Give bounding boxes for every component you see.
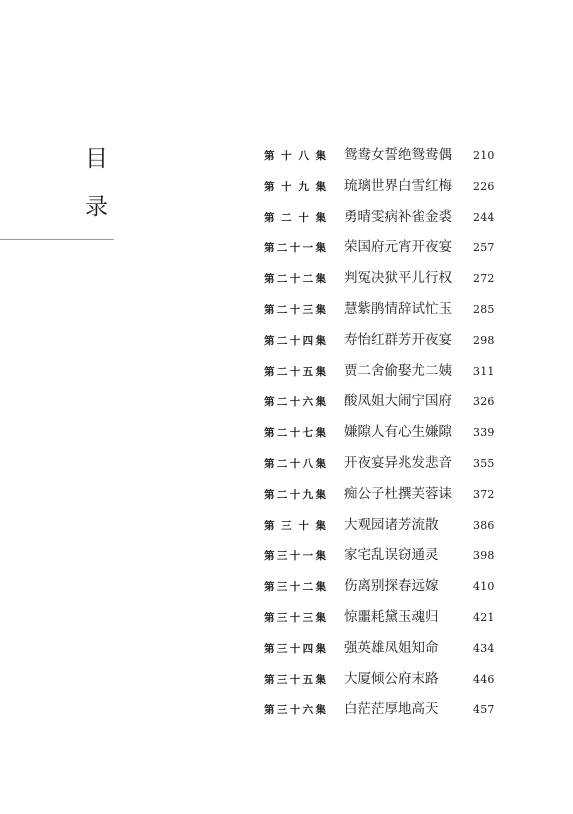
chapter-title: 嫌隙人有心生嫌隙: [344, 424, 452, 441]
chapter-label: 第 三 十 二 集: [264, 581, 326, 594]
toc-entry[interactable]: [264, 484, 504, 515]
toc-entry[interactable]: [264, 453, 504, 484]
chapter-title: 开夜宴异兆发悲音: [344, 454, 452, 471]
page-number: 398: [473, 549, 495, 563]
page-number: 226: [473, 179, 495, 193]
chapter-title: 大厦倾公府末路: [344, 670, 439, 687]
toc-entry[interactable]: [264, 299, 504, 330]
page-number: 339: [473, 426, 495, 440]
page-number: 372: [473, 487, 495, 501]
toc-entry[interactable]: [264, 176, 504, 207]
toc-entry[interactable]: [264, 669, 504, 700]
chapter-label: 第 十 九 集: [264, 180, 326, 193]
toc-entry[interactable]: [264, 268, 504, 299]
toc-heading: [85, 148, 125, 219]
chapter-title: 寿怡红群芳开夜宴: [344, 331, 452, 348]
toc-entry[interactable]: [264, 545, 504, 576]
chapter-title: 家宅乱误窃通灵: [344, 547, 439, 564]
chapter-label: 第 二 十 一 集: [264, 242, 326, 255]
toc-entry[interactable]: [264, 361, 504, 392]
chapter-title: 强英雄凤姐知命: [344, 639, 439, 656]
chapter-label: 第 二 十 七 集: [264, 427, 326, 440]
chapter-label: 第 二 十 九 集: [264, 488, 326, 501]
toc-entry[interactable]: [264, 699, 504, 730]
chapter-title: 酸凤姐大闹宁国府: [344, 393, 452, 410]
toc-entry[interactable]: [264, 422, 504, 453]
chapter-title: 勇晴雯病补雀金裘: [344, 208, 452, 225]
chapter-label: 第 三 十 集: [264, 519, 326, 532]
chapter-title: 大观园诸芳流散: [344, 516, 439, 533]
chapter-title: 白茫茫厚地高天: [344, 701, 439, 718]
chapter-label: 第 二 十 六 集: [264, 396, 326, 409]
chapter-label: 第 三 十 一 集: [264, 550, 326, 563]
toc-entry[interactable]: [264, 638, 504, 669]
heading-rule: [0, 239, 114, 240]
page-number: 421: [473, 610, 495, 624]
toc-entry[interactable]: [264, 391, 504, 422]
toc-entry[interactable]: [264, 576, 504, 607]
toc-entry[interactable]: [264, 207, 504, 238]
page-number: 210: [473, 149, 495, 162]
chapter-label: 第 二 十 二 集: [264, 273, 326, 286]
chapter-label: 第 二 十 四 集: [264, 334, 326, 347]
page-number: 326: [473, 395, 495, 409]
heading-char-mu: 目: [85, 146, 108, 172]
page-number: 457: [473, 703, 495, 717]
toc-entry[interactable]: [264, 515, 504, 546]
chapter-title: 琉璃世界白雪红梅: [344, 177, 452, 194]
page-number: 355: [473, 456, 495, 470]
chapter-label: 第 二 十 五 集: [264, 365, 326, 378]
toc-entry[interactable]: [264, 237, 504, 268]
page-number: 434: [473, 641, 495, 655]
chapter-title: 慧紫鹃情辞试忙玉: [344, 300, 452, 317]
chapter-label: 第 二 十 三 集: [264, 303, 326, 316]
page-number: 257: [473, 241, 495, 255]
chapter-label: 第 三 十 四 集: [264, 642, 326, 655]
page-number: 272: [473, 272, 495, 286]
chapter-title: 贾二舍偷娶尤二姨: [344, 362, 452, 379]
page-number: 311: [473, 364, 495, 378]
page-number: 244: [473, 210, 495, 224]
chapter-label: 第 三 十 六 集: [264, 704, 326, 717]
chapter-title: 鸳鸯女誓绝鸳鸯偶: [344, 147, 452, 163]
chapter-title: 伤离别探春远嫁: [344, 578, 439, 595]
chapter-label: 第 十 八 集: [264, 150, 326, 162]
page-number: 446: [473, 672, 495, 686]
chapter-title: 惊噩耗黛玉魂归: [344, 608, 439, 625]
chapter-title: 判冤决狱平儿行权: [344, 270, 452, 287]
page-number: 386: [473, 518, 495, 532]
page-number: 298: [473, 333, 495, 347]
chapter-label: 第 三 十 三 集: [264, 611, 326, 624]
toc-list: [264, 145, 504, 730]
toc-entry[interactable]: [264, 330, 504, 361]
toc-entry[interactable]: [264, 607, 504, 638]
page-number: 285: [473, 302, 495, 316]
toc-entry[interactable]: [264, 145, 504, 176]
chapter-label: 第 三 十 五 集: [264, 673, 326, 686]
chapter-title: 痴公子杜撰芙蓉诔: [344, 485, 452, 502]
heading-char-lu: 录: [85, 194, 108, 220]
page-number: 410: [473, 580, 495, 594]
chapter-title: 荣国府元宵开夜宴: [344, 239, 452, 256]
chapter-label: 第 二 十 八 集: [264, 457, 326, 470]
chapter-label: 第 二 十 集: [264, 211, 326, 224]
